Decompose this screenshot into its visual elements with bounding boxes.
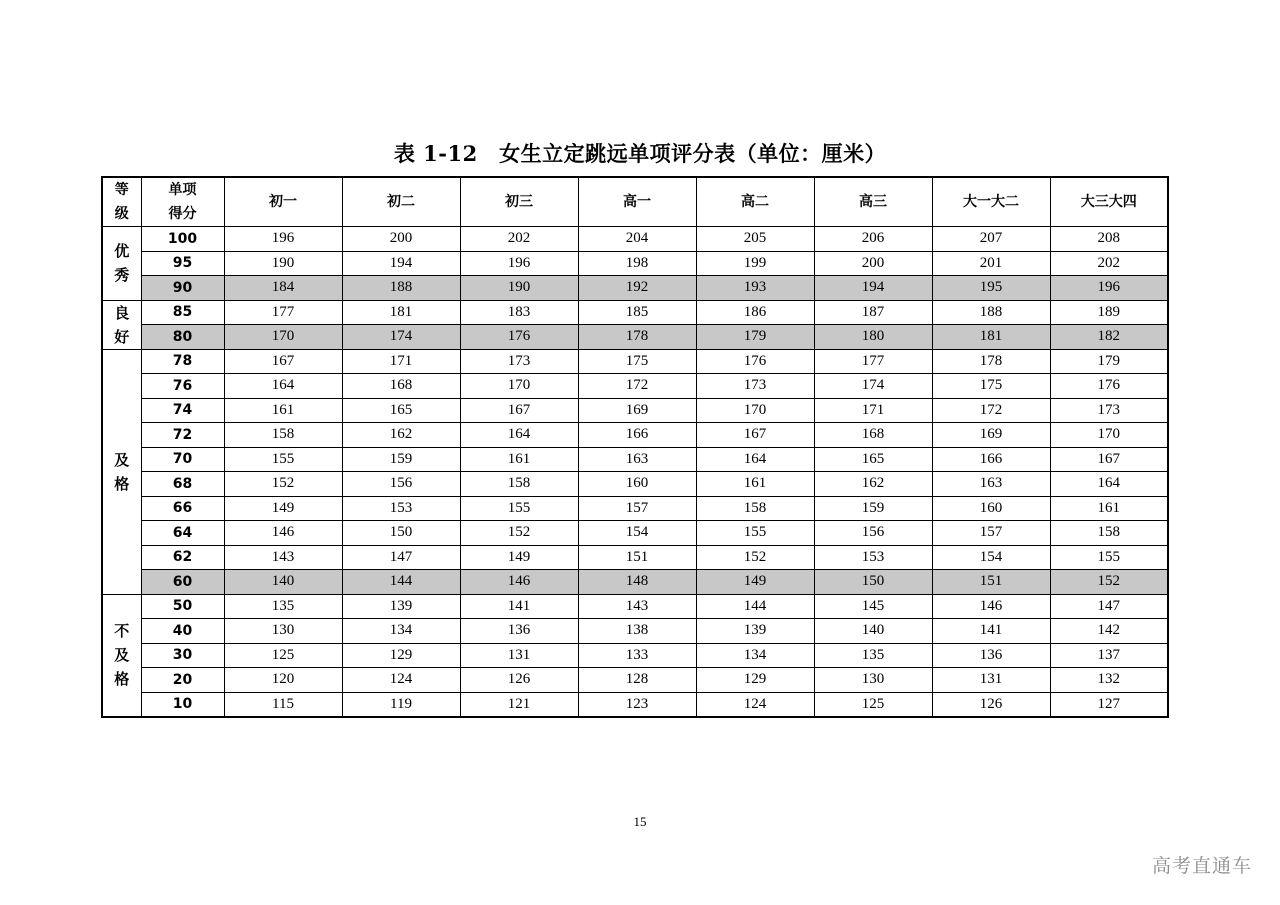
- score-cell: 74: [141, 398, 224, 423]
- score-cell: 90: [141, 276, 224, 301]
- header-col: 高一: [578, 177, 696, 227]
- header-row: [102, 177, 1168, 227]
- value-cell: 171: [814, 398, 932, 423]
- value-cell: 196: [460, 251, 578, 276]
- value-cell: 178: [932, 349, 1050, 374]
- value-cell: 141: [460, 594, 578, 619]
- value-cell: 128: [578, 668, 696, 693]
- value-cell: 165: [342, 398, 460, 423]
- value-cell: 157: [578, 496, 696, 521]
- page-number: 15: [633, 814, 647, 829]
- value-cell: 185: [578, 300, 696, 325]
- value-cell: 130: [224, 619, 342, 644]
- value-cell: 120: [224, 668, 342, 693]
- value-cell: 164: [1050, 472, 1168, 497]
- score-cell: 68: [141, 472, 224, 497]
- value-cell: 131: [460, 643, 578, 668]
- value-cell: 155: [460, 496, 578, 521]
- value-cell: 167: [460, 398, 578, 423]
- score-cell: 62: [141, 545, 224, 570]
- value-cell: 167: [696, 423, 814, 448]
- value-cell: 199: [696, 251, 814, 276]
- value-cell: 167: [224, 349, 342, 374]
- header-col: 高三: [814, 177, 932, 227]
- value-cell: 184: [224, 276, 342, 301]
- grade-cell: 及 格: [102, 349, 141, 594]
- value-cell: 131: [932, 668, 1050, 693]
- table-row: [102, 227, 1168, 252]
- value-cell: 139: [696, 619, 814, 644]
- score-cell: 66: [141, 496, 224, 521]
- value-cell: 206: [814, 227, 932, 252]
- value-cell: 178: [578, 325, 696, 350]
- table-title: 表 1-12 女生立定跳远单项评分表（单位：厘米）: [393, 141, 887, 166]
- value-cell: 144: [696, 594, 814, 619]
- value-cell: 202: [460, 227, 578, 252]
- score-cell: 10: [141, 692, 224, 717]
- value-cell: 121: [460, 692, 578, 717]
- header-col: 大一大二: [932, 177, 1050, 227]
- value-cell: 129: [696, 668, 814, 693]
- value-cell: 188: [932, 300, 1050, 325]
- value-cell: 146: [224, 521, 342, 546]
- header-score: 单项 得分: [141, 177, 224, 227]
- value-cell: 151: [578, 545, 696, 570]
- score-cell: 80: [141, 325, 224, 350]
- value-cell: 169: [578, 398, 696, 423]
- score-table: [101, 176, 1169, 718]
- value-cell: 139: [342, 594, 460, 619]
- value-cell: 164: [696, 447, 814, 472]
- value-cell: 202: [1050, 251, 1168, 276]
- value-cell: 193: [696, 276, 814, 301]
- value-cell: 165: [814, 447, 932, 472]
- value-cell: 196: [1050, 276, 1168, 301]
- value-cell: 130: [814, 668, 932, 693]
- value-cell: 134: [342, 619, 460, 644]
- value-cell: 153: [342, 496, 460, 521]
- value-cell: 141: [932, 619, 1050, 644]
- value-cell: 172: [932, 398, 1050, 423]
- value-cell: 168: [342, 374, 460, 399]
- value-cell: 156: [342, 472, 460, 497]
- value-cell: 200: [342, 227, 460, 252]
- value-cell: 163: [932, 472, 1050, 497]
- value-cell: 201: [932, 251, 1050, 276]
- watermark: 高考直通车: [1151, 855, 1252, 877]
- value-cell: 142: [1050, 619, 1168, 644]
- value-cell: 146: [460, 570, 578, 595]
- score-cell: 64: [141, 521, 224, 546]
- value-cell: 187: [814, 300, 932, 325]
- value-cell: 136: [932, 643, 1050, 668]
- value-cell: 129: [342, 643, 460, 668]
- value-cell: 150: [814, 570, 932, 595]
- value-cell: 194: [814, 276, 932, 301]
- value-cell: 149: [696, 570, 814, 595]
- value-cell: 159: [342, 447, 460, 472]
- value-cell: 168: [814, 423, 932, 448]
- value-cell: 155: [696, 521, 814, 546]
- grade-cell: 不 及 格: [102, 594, 141, 717]
- value-cell: 152: [1050, 570, 1168, 595]
- value-cell: 143: [578, 594, 696, 619]
- value-cell: 192: [578, 276, 696, 301]
- table-row: [102, 349, 1168, 374]
- table-row: [102, 692, 1168, 717]
- value-cell: 204: [578, 227, 696, 252]
- value-cell: 143: [224, 545, 342, 570]
- value-cell: 124: [696, 692, 814, 717]
- value-cell: 123: [578, 692, 696, 717]
- table-body: [102, 227, 1168, 718]
- value-cell: 124: [342, 668, 460, 693]
- value-cell: 171: [342, 349, 460, 374]
- value-cell: 133: [578, 643, 696, 668]
- value-cell: 173: [460, 349, 578, 374]
- value-cell: 181: [932, 325, 1050, 350]
- table-row: [102, 545, 1168, 570]
- value-cell: 158: [696, 496, 814, 521]
- value-cell: 152: [696, 545, 814, 570]
- value-cell: 190: [224, 251, 342, 276]
- value-cell: 126: [460, 668, 578, 693]
- value-cell: 208: [1050, 227, 1168, 252]
- value-cell: 207: [932, 227, 1050, 252]
- score-cell: 78: [141, 349, 224, 374]
- value-cell: 157: [932, 521, 1050, 546]
- table-row: [102, 300, 1168, 325]
- table-row: [102, 668, 1168, 693]
- table-row: [102, 496, 1168, 521]
- value-cell: 173: [696, 374, 814, 399]
- score-cell: 100: [141, 227, 224, 252]
- header-col: 初二: [342, 177, 460, 227]
- value-cell: 174: [814, 374, 932, 399]
- value-cell: 190: [460, 276, 578, 301]
- value-cell: 160: [932, 496, 1050, 521]
- header-col: 高二: [696, 177, 814, 227]
- value-cell: 145: [814, 594, 932, 619]
- value-cell: 159: [814, 496, 932, 521]
- value-cell: 164: [224, 374, 342, 399]
- value-cell: 154: [578, 521, 696, 546]
- table-row: [102, 594, 1168, 619]
- value-cell: 115: [224, 692, 342, 717]
- value-cell: 179: [696, 325, 814, 350]
- score-cell: 20: [141, 668, 224, 693]
- value-cell: 170: [460, 374, 578, 399]
- value-cell: 148: [578, 570, 696, 595]
- value-cell: 158: [224, 423, 342, 448]
- value-cell: 125: [814, 692, 932, 717]
- value-cell: 182: [1050, 325, 1168, 350]
- value-cell: 156: [814, 521, 932, 546]
- value-cell: 135: [814, 643, 932, 668]
- value-cell: 194: [342, 251, 460, 276]
- value-cell: 140: [814, 619, 932, 644]
- value-cell: 172: [578, 374, 696, 399]
- value-cell: 161: [1050, 496, 1168, 521]
- value-cell: 151: [932, 570, 1050, 595]
- value-cell: 175: [578, 349, 696, 374]
- value-cell: 175: [932, 374, 1050, 399]
- value-cell: 166: [578, 423, 696, 448]
- table-row: [102, 374, 1168, 399]
- table-row: [102, 447, 1168, 472]
- value-cell: 153: [814, 545, 932, 570]
- value-cell: 177: [224, 300, 342, 325]
- header-col: 初三: [460, 177, 578, 227]
- value-cell: 136: [460, 619, 578, 644]
- score-table-container: [101, 176, 1169, 718]
- header-col: 大三大四: [1050, 177, 1168, 227]
- value-cell: 169: [932, 423, 1050, 448]
- value-cell: 200: [814, 251, 932, 276]
- value-cell: 127: [1050, 692, 1168, 717]
- table-row: [102, 251, 1168, 276]
- table-row: [102, 398, 1168, 423]
- value-cell: 155: [224, 447, 342, 472]
- value-cell: 189: [1050, 300, 1168, 325]
- value-cell: 161: [224, 398, 342, 423]
- value-cell: 205: [696, 227, 814, 252]
- value-cell: 170: [224, 325, 342, 350]
- value-cell: 154: [932, 545, 1050, 570]
- value-cell: 144: [342, 570, 460, 595]
- value-cell: 162: [342, 423, 460, 448]
- value-cell: 140: [224, 570, 342, 595]
- score-cell: 50: [141, 594, 224, 619]
- value-cell: 163: [578, 447, 696, 472]
- value-cell: 160: [578, 472, 696, 497]
- value-cell: 170: [1050, 423, 1168, 448]
- value-cell: 162: [814, 472, 932, 497]
- value-cell: 150: [342, 521, 460, 546]
- score-cell: 70: [141, 447, 224, 472]
- value-cell: 152: [460, 521, 578, 546]
- score-cell: 30: [141, 643, 224, 668]
- value-cell: 147: [1050, 594, 1168, 619]
- value-cell: 149: [460, 545, 578, 570]
- value-cell: 137: [1050, 643, 1168, 668]
- value-cell: 188: [342, 276, 460, 301]
- value-cell: 180: [814, 325, 932, 350]
- value-cell: 173: [1050, 398, 1168, 423]
- value-cell: 167: [1050, 447, 1168, 472]
- value-cell: 176: [696, 349, 814, 374]
- value-cell: 174: [342, 325, 460, 350]
- value-cell: 132: [1050, 668, 1168, 693]
- score-cell: 76: [141, 374, 224, 399]
- score-cell: 85: [141, 300, 224, 325]
- score-cell: 95: [141, 251, 224, 276]
- table-row: [102, 276, 1168, 301]
- header-col: 初一: [224, 177, 342, 227]
- value-cell: 161: [460, 447, 578, 472]
- value-cell: 152: [224, 472, 342, 497]
- value-cell: 155: [1050, 545, 1168, 570]
- grade-cell: 优 秀: [102, 227, 141, 301]
- value-cell: 177: [814, 349, 932, 374]
- score-cell: 40: [141, 619, 224, 644]
- value-cell: 181: [342, 300, 460, 325]
- header-grade: 等 级: [102, 177, 141, 227]
- value-cell: 125: [224, 643, 342, 668]
- value-cell: 135: [224, 594, 342, 619]
- table-row: [102, 521, 1168, 546]
- value-cell: 183: [460, 300, 578, 325]
- value-cell: 119: [342, 692, 460, 717]
- value-cell: 164: [460, 423, 578, 448]
- value-cell: 196: [224, 227, 342, 252]
- value-cell: 176: [1050, 374, 1168, 399]
- table-row: [102, 619, 1168, 644]
- value-cell: 170: [696, 398, 814, 423]
- value-cell: 149: [224, 496, 342, 521]
- value-cell: 195: [932, 276, 1050, 301]
- value-cell: 158: [1050, 521, 1168, 546]
- score-cell: 72: [141, 423, 224, 448]
- value-cell: 198: [578, 251, 696, 276]
- score-cell: 60: [141, 570, 224, 595]
- table-row: [102, 423, 1168, 448]
- value-cell: 179: [1050, 349, 1168, 374]
- value-cell: 176: [460, 325, 578, 350]
- value-cell: 138: [578, 619, 696, 644]
- value-cell: 186: [696, 300, 814, 325]
- table-row: [102, 570, 1168, 595]
- table-row: [102, 643, 1168, 668]
- table-row: [102, 472, 1168, 497]
- value-cell: 166: [932, 447, 1050, 472]
- table-row: [102, 325, 1168, 350]
- value-cell: 146: [932, 594, 1050, 619]
- value-cell: 147: [342, 545, 460, 570]
- value-cell: 161: [696, 472, 814, 497]
- value-cell: 126: [932, 692, 1050, 717]
- grade-cell: 良 好: [102, 300, 141, 349]
- value-cell: 158: [460, 472, 578, 497]
- value-cell: 134: [696, 643, 814, 668]
